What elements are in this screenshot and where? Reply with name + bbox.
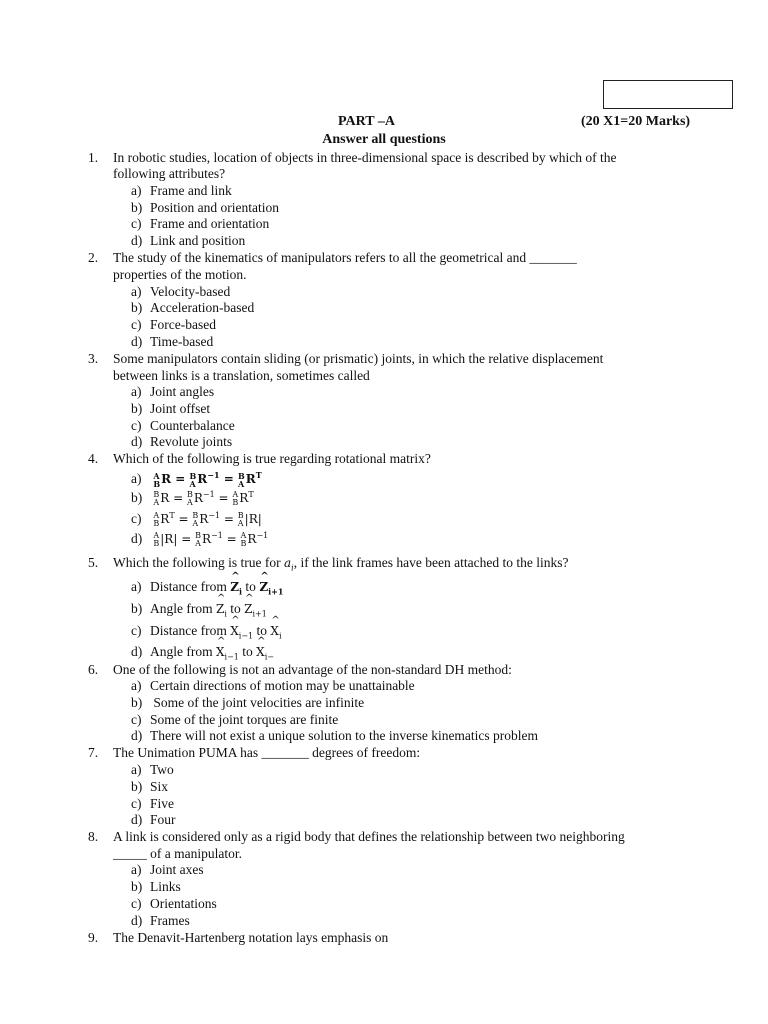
- math-formula: A B R = B A $R^{-1}$ = B A $R^T$: [153, 470, 262, 489]
- option-a: a) Distance from ^ $Z_i$ to ^ $Z_{i+1}$: [131, 579, 283, 596]
- question-number: 9.: [88, 930, 99, 945]
- option-d: d) Link and position: [131, 233, 246, 248]
- option-d: d) A B |R| = B A $R^{-1}$ = A B $R^{-1}$: [131, 530, 269, 548]
- option-c: c) Some of the joint torques are finite: [131, 712, 339, 727]
- question-text: In robotic studies, location of objects in three-dimensional space is described by which of the: [113, 150, 617, 165]
- option-d: d) Revolute joints: [131, 434, 233, 449]
- question-text: properties of the motion.: [113, 267, 247, 282]
- question-number: 7.: [88, 745, 99, 760]
- question-text: The Unimation PUMA has _______ degrees of freedom:: [113, 745, 421, 760]
- option-a: a) Velocity-based: [131, 284, 231, 299]
- option-b: b) Angle from ^ $Z_i$ to ^ $Z_{i+1}$: [131, 601, 267, 618]
- question-number: 1.: [88, 150, 99, 165]
- question-number: 6.: [88, 662, 99, 677]
- question-text: between links is a translation, sometimes called: [113, 368, 370, 383]
- option-d: d) There will not exist a unique solution to the inverse kinematics problem: [131, 728, 539, 743]
- option-b: b) Acceleration-based: [131, 300, 255, 315]
- option-c: c) Frame and orientation: [131, 216, 270, 231]
- math-formula: B A R = B A $R^{-1}$ = A B $R^T$: [153, 489, 254, 507]
- question-text: A link is considered only as a rigid body that defines the relationship between two neighboring: [113, 829, 625, 844]
- option-d: d) Four: [131, 812, 176, 827]
- option-b: b) B A R = B A $R^{-1}$ = A B $R^T$: [131, 489, 254, 507]
- marks-total: (20 X1=20 Marks): [581, 114, 691, 129]
- option-c: c) Force-based: [131, 317, 216, 332]
- question-number: 2.: [88, 250, 99, 265]
- question-number: 3.: [88, 351, 99, 366]
- option-b: b) Position and orientation: [131, 200, 279, 215]
- question-text: The study of the kinematics of manipulators refers to all the geometrical and _______: [113, 250, 577, 265]
- option-a: a) Certain directions of motion may be unattainable: [131, 678, 415, 693]
- option-c: c) Distance from ^ $X_{i-1}$ to ^ $X_i$: [131, 623, 282, 640]
- question-text: Which the following is true for $a_i$, if the link frames have been attached to the links?: [113, 555, 569, 573]
- question-text: _____ of a manipulator.: [113, 846, 242, 861]
- option-c: c) A B $R^T$ = B A $R^{-1}$ = B A |R|: [131, 510, 262, 528]
- option-c: c) Counterbalance: [131, 418, 235, 433]
- question-number: 4.: [88, 451, 99, 466]
- option-d: d) Frames: [131, 913, 190, 928]
- option-a: a) Two: [131, 762, 174, 777]
- question-text: The Denavit-Hartenberg notation lays emphasis on: [113, 930, 389, 945]
- question-number: 8.: [88, 829, 99, 844]
- option-c: c) Five: [131, 796, 175, 811]
- option-a: a) Joint angles: [131, 384, 215, 399]
- option-b: b) Six: [131, 779, 169, 794]
- question-text: One of the following is not an advantage of the non-standard DH method:: [113, 662, 512, 677]
- option-a: a) A B R = B A $R^{-1}$ = B A $R^T$: [131, 470, 262, 489]
- option-b: b) Some of the joint velocities are infinite: [131, 695, 365, 710]
- math-formula: A B $R^T$ = B A $R^{-1}$ = B A |R|: [153, 510, 262, 528]
- option-c: c) Orientations: [131, 896, 217, 911]
- option-d: d) Time-based: [131, 334, 214, 349]
- option-a: a) Joint axes: [131, 862, 204, 877]
- question-text: Which of the following is true regarding rotational matrix?: [113, 451, 431, 466]
- option-d: d) Angle from ^ $X_{i-1}$ to ^ $X_{i-}$: [131, 644, 274, 661]
- question-text: Some manipulators contain sliding (or prismatic) joints, in which the relative displacement: [113, 351, 604, 366]
- question-text: following attributes?: [113, 166, 226, 181]
- math-formula: A B |R| = B A $R^{-1}$ = A B $R^{-1}$: [153, 530, 269, 548]
- option-b: b) Joint offset: [131, 401, 211, 416]
- option-b: b) Links: [131, 879, 181, 894]
- marks-box: [603, 80, 733, 109]
- part-heading: PART –A: [338, 114, 395, 129]
- option-a: a) Frame and link: [131, 183, 232, 198]
- question-number: 5.: [88, 555, 99, 570]
- instruction: Answer all questions: [322, 132, 446, 147]
